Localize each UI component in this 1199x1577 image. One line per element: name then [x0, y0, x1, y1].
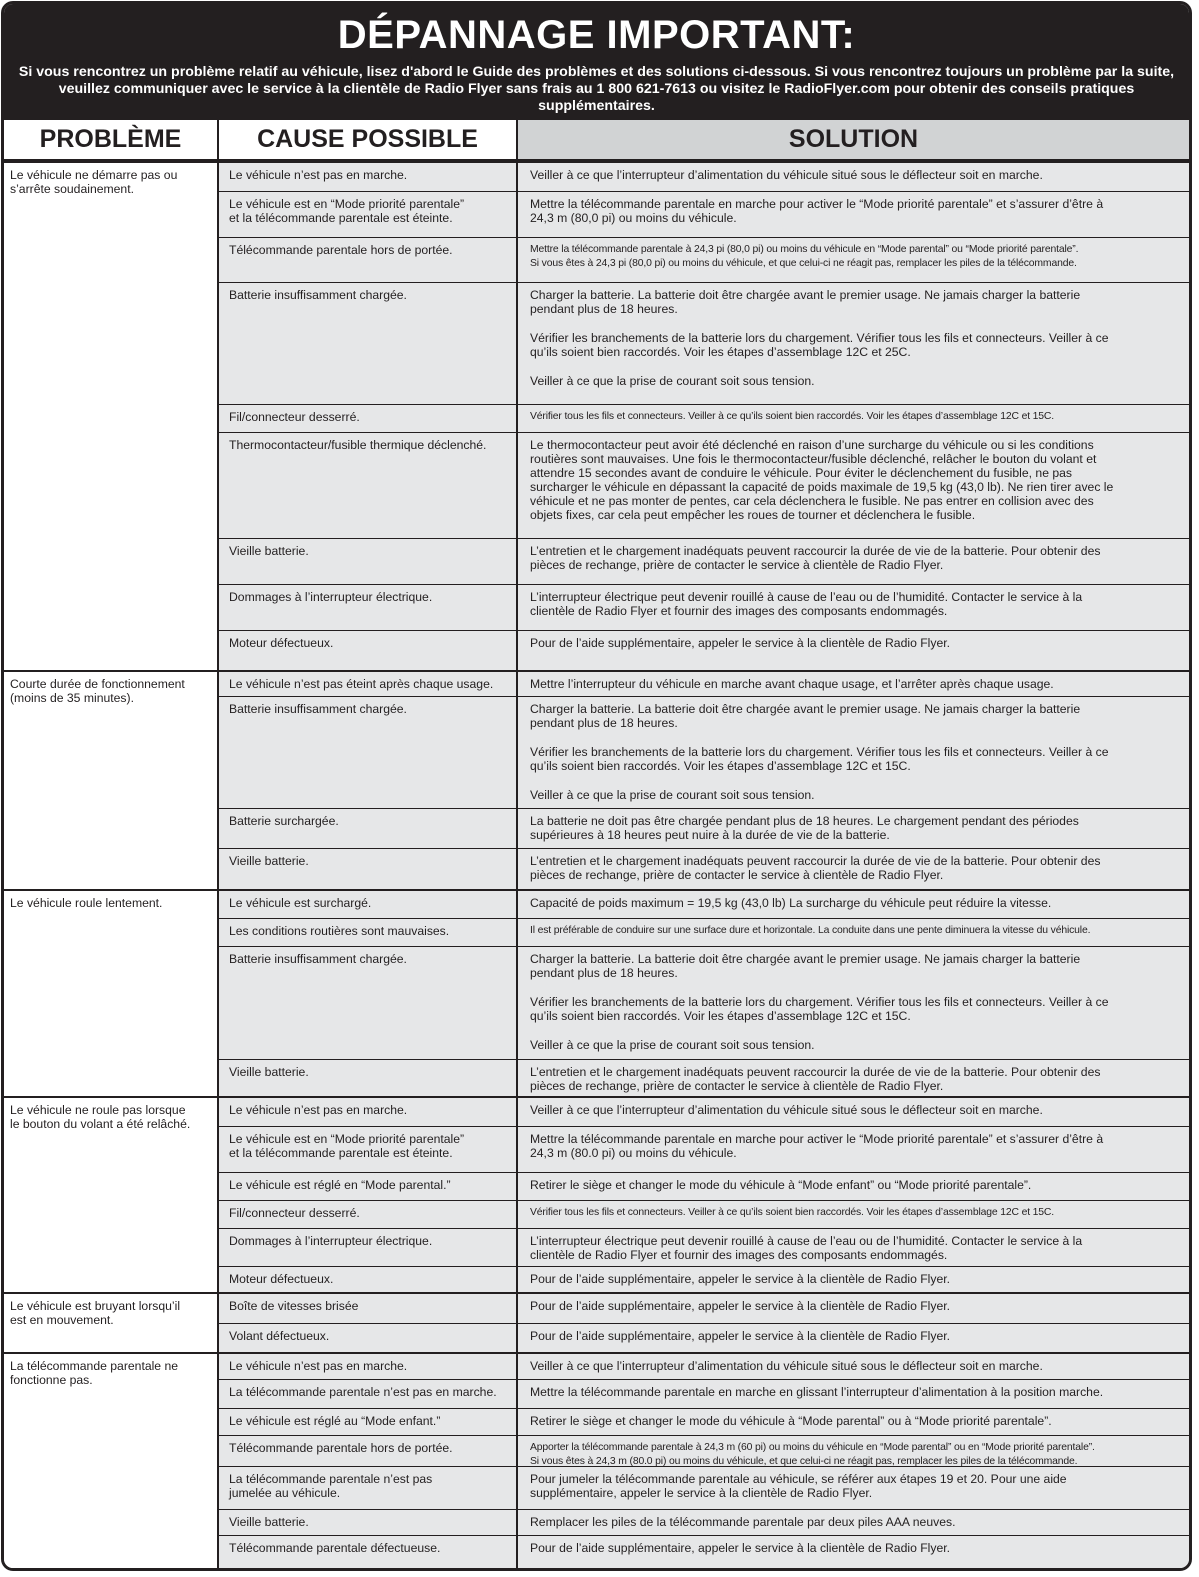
problem-text: Le véhicule roule lentement.: [4, 891, 219, 1096]
solution-paragraph: Pour de l’aide supplémentaire, appeler le service à la clientèle de Radio Flyer.: [530, 1272, 951, 1286]
table-row: [219, 538, 1189, 584]
table-row: [219, 1354, 1189, 1379]
solution-cell: [518, 1467, 1189, 1509]
solution-paragraph: Vérifier tous les fils et connecteurs. Veiller à ce qu’ils soient bien raccordés. Voir les étapes d’assemblage 12C et 15C.: [530, 411, 1055, 422]
solution-cell: [518, 1201, 1189, 1228]
table-row: [219, 1408, 1189, 1435]
problem-text: Le véhicule est bruyant lorsqu’il est en mouvement.: [4, 1294, 219, 1352]
solution-cell: [518, 238, 1189, 282]
table-row: [219, 630, 1189, 670]
page-title: DÉPANNAGE IMPORTANT:: [337, 13, 856, 57]
solution-cell: [518, 1354, 1189, 1379]
solution-cell: [518, 631, 1189, 670]
solution-cell: [518, 891, 1189, 918]
cause-cell: Le véhicule est en “Mode priorité parentale” et la télécommande parentale est éteinte.: [219, 1127, 518, 1172]
cause-cell: Volant défectueux.: [219, 1324, 518, 1354]
table-row: [219, 1098, 1189, 1126]
solution-paragraph: Charger la batterie. La batterie doit être chargée avant le premier usage. Ne jamais charger la batterie pendant plus de 18 heures.: [530, 702, 1081, 730]
problem-group: [4, 670, 1189, 889]
solution-cell: [518, 1294, 1189, 1323]
cause-cell: Le véhicule est réglé en “Mode parental.”: [219, 1173, 518, 1200]
solution-paragraph: Mettre la télécommande parentale en marche pour activer le “Mode priorité parentale” et s’assurer d’être à 24,3 m (80,0 pi) ou moins du véhicule.: [530, 197, 1104, 225]
table-row: [219, 1466, 1189, 1509]
table-row: [219, 191, 1189, 237]
table-row: [219, 1266, 1189, 1294]
solution-paragraph: Vérifier les branchements de la batterie lors du chargement. Vérifier tous les fils et connecteurs. Veiller à ce qu’ils soient bien raccordés. Voir les étapes d’assemblage 12C et 25C.: [530, 331, 1109, 359]
solution-paragraph: Vérifier tous les fils et connecteurs. Veiller à ce qu’ils soient bien raccordés. Voir les étapes d’assemblage 12C et 15C.: [530, 1207, 1055, 1218]
problem-group: [4, 161, 1189, 670]
solution-cell: [518, 405, 1189, 432]
problem-text: La télécommande parentale ne fonctionne pas.: [4, 1354, 219, 1570]
cause-cell: Le véhicule n’est pas en marche.: [219, 163, 518, 191]
cause-cell: La télécommande parentale n’est pas en marche.: [219, 1380, 518, 1408]
cause-cell: Moteur défectueux.: [219, 631, 518, 670]
table-row: [219, 946, 1189, 1059]
table-row: [219, 432, 1189, 538]
solution-paragraph: Retirer le siège et changer le mode du véhicule à “Mode parental” ou à “Mode priorité parentale”.: [530, 1414, 1052, 1428]
solution-cell: [518, 1127, 1189, 1172]
cause-cell: Thermocontacteur/fusible thermique déclenché.: [219, 433, 518, 538]
table-row: [219, 918, 1189, 946]
solution-paragraph: Veiller à ce que l’interrupteur d’alimentation du véhicule situé sous le déflecteur soit en marche.: [530, 1103, 1043, 1117]
problem-group: [4, 1352, 1189, 1570]
solution-paragraph: L’entretien et le chargement inadéquats peuvent raccourcir la durée de vie de la batterie. Pour obtenir des pièces de rechange, prière de contacter le service à clientèle de Radio Flyer.: [530, 854, 1101, 882]
cause-cell: Dommages à l’interrupteur électrique.: [219, 1229, 518, 1266]
table-row: [219, 1379, 1189, 1408]
solution-cell: [518, 809, 1189, 848]
table-row: [219, 696, 1189, 808]
cause-cell: Le véhicule n’est pas éteint après chaque usage.: [219, 672, 518, 696]
solution-cell: [518, 1098, 1189, 1126]
solution-cell: [518, 192, 1189, 237]
cause-cell: Dommages à l’interrupteur électrique.: [219, 585, 518, 630]
table-row: [219, 163, 1189, 191]
solution-cell: [518, 433, 1189, 538]
solution-paragraph: Pour de l’aide supplémentaire, appeler le service à la clientèle de Radio Flyer.: [530, 1329, 951, 1343]
cause-cell: Les conditions routières sont mauvaises.: [219, 919, 518, 946]
solution-paragraph: Veiller à ce que l’interrupteur d’alimentation du véhicule situé sous le déflecteur soit en marche.: [530, 168, 1043, 182]
solution-cell: [518, 1267, 1189, 1294]
solution-paragraph: Il est préférable de conduire sur une surface dure et horizontale. La conduite dans une pente diminuera la vitesse du véhicule.: [530, 925, 1091, 936]
problem-text: Courte durée de fonctionnement (moins de 35 minutes).: [4, 672, 219, 889]
troubleshooting-sheet: [1, 1, 1192, 1571]
cause-cell: Vieille batterie.: [219, 539, 518, 584]
table-row: [219, 1228, 1189, 1266]
solution-cell: [518, 672, 1189, 696]
solution-paragraph: L’interrupteur électrique peut devenir rouillé à cause de l’eau ou de l’humidité. Contacter le service à la clientèle de Radio Flyer et fournir des images des composants endommagés.: [530, 590, 1083, 618]
table-row: [219, 1509, 1189, 1535]
solution-cell: [518, 697, 1189, 808]
table-row: [219, 1172, 1189, 1200]
solution-cell: [518, 283, 1189, 404]
solution-cell: [518, 163, 1189, 191]
table-row: [219, 891, 1189, 918]
solution-cell: [518, 585, 1189, 630]
solution-paragraph: Charger la batterie. La batterie doit être chargée avant le premier usage. Ne jamais charger la batterie pendant plus de 18 heures.: [530, 952, 1081, 980]
cause-cell: Batterie insuffisamment chargée.: [219, 947, 518, 1059]
table-row: [219, 1323, 1189, 1354]
solution-paragraph: Veiller à ce que la prise de courant soit sous tension.: [530, 788, 815, 802]
solution-paragraph: L’entretien et le chargement inadéquats peuvent raccourcir la durée de vie de la batterie. Pour obtenir des pièces de rechange, prière de contacter le service à clientèle de Radio Flyer.: [530, 544, 1101, 572]
header-banner: [4, 4, 1189, 120]
solution-cell: [518, 849, 1189, 891]
solution-paragraph: Veiller à ce que l’interrupteur d’alimentation du véhicule situé sous le déflecteur soit en marche.: [530, 1359, 1043, 1373]
cause-cell: Le véhicule est surchargé.: [219, 891, 518, 918]
solution-paragraph: Vérifier les branchements de la batterie lors du chargement. Vérifier tous les fils et connecteurs. Veiller à ce qu’ils soient bien raccordés. Voir les étapes d’assemblage 12C et 15C.: [530, 995, 1109, 1023]
solution-paragraph: Pour de l’aide supplémentaire, appeler le service à la clientèle de Radio Flyer.: [530, 636, 951, 650]
table-row: [219, 1294, 1189, 1323]
solution-paragraph: La batterie ne doit pas être chargée pendant plus de 18 heures. Le chargement pendant des périodes supérieures à 18 heures peut nuire à la durée de vie de la batterie.: [530, 814, 1079, 842]
solution-cell: [518, 539, 1189, 584]
solution-paragraph: Pour jumeler la télécommande parentale au véhicule, se référer aux étapes 19 et 20. Pour une aide supplémentaire, appeler le service à la clientèle de Radio Flyer.: [530, 1472, 1067, 1500]
table-row: [219, 1435, 1189, 1466]
table-row: [219, 237, 1189, 282]
problem-text: Le véhicule ne roule pas lorsque le bouton du volant a été relâché.: [4, 1098, 219, 1292]
table-row: [219, 1126, 1189, 1172]
solution-paragraph: L’entretien et le chargement inadéquats peuvent raccourcir la durée de vie de la batterie. Pour obtenir des pièces de rechange, prière de contacter le service à clientèle de Radio Flyer.: [530, 1065, 1101, 1093]
column-header-cause: CAUSE POSSIBLE: [219, 120, 518, 161]
cause-cell: Batterie insuffisamment chargée.: [219, 283, 518, 404]
solution-paragraph: Mettre la télécommande parentale en marche pour activer le “Mode priorité parentale” et s’assurer d’être à 24,3 m (80.0 pi) ou moins du véhicule.: [530, 1132, 1104, 1160]
problem-text: Le véhicule ne démarre pas ou s’arrête soudainement.: [4, 163, 219, 670]
solution-paragraph: Pour de l’aide supplémentaire, appeler le service à la clientèle de Radio Flyer.: [530, 1541, 951, 1555]
cause-cell: Fil/connecteur desserré.: [219, 405, 518, 432]
solution-cell: [518, 1380, 1189, 1408]
table-row: [219, 848, 1189, 891]
cause-cell: Télécommande parentale défectueuse.: [219, 1536, 518, 1571]
solution-cell: [518, 919, 1189, 946]
solution-paragraph: Le thermocontacteur peut avoir été déclenché en raison d’une surcharge du véhicule ou si les conditions routières sont mauvaises. Une fois le thermocontacteur/fusible déclenché, relâcher le bouton du volant et attendre 15 secondes avant de conduire le véhicule. Pour éviter le déclenchement du fusible, ne pas surcharger le véhicule en dépassant la capacité de poids maximale de 19,5 kg (43,0 lb). Ne rien tirer avec le véhicule et ne pas monter de pentes, car cela déclenchera le fusible. Ne pas entrer en collision avec des objets fixes, car cela peut empêcher les roues de tourner et déclenchera le fusible.: [530, 438, 1114, 522]
table-row: [219, 808, 1189, 848]
cause-cell: Vieille batterie.: [219, 849, 518, 891]
solution-paragraph: Apporter la télécommande parentale à 24,3 m (60 pi) ou moins du véhicule en “Mode parental” ou en “Mode priorité parentale”. Si vous êtes à 24,3 m (80.0 pi) ou moins du véhicule, et que celui-ci ne réagit pas, remplacer les piles de la télécommande.: [530, 1442, 1095, 1467]
solution-paragraph: Capacité de poids maximum = 19,5 kg (43,0 lb) La surcharge du véhicule peut réduire la vitesse.: [530, 896, 1052, 910]
cause-cell: Le véhicule n’est pas en marche.: [219, 1354, 518, 1379]
solution-paragraph: Retirer le siège et changer le mode du véhicule à “Mode enfant” ou “Mode priorité parentale”.: [530, 1178, 1032, 1192]
table-row: [219, 1535, 1189, 1571]
solution-cell: [518, 1436, 1189, 1466]
solution-paragraph: Remplacer les piles de la télécommande parentale par deux piles AAA neuves.: [530, 1515, 956, 1529]
solution-cell: [518, 1536, 1189, 1571]
solution-cell: [518, 1510, 1189, 1535]
solution-cell: [518, 947, 1189, 1059]
problem-group: [4, 1292, 1189, 1352]
cause-cell: Le véhicule est en “Mode priorité parentale” et la télécommande parentale est éteinte.: [219, 192, 518, 237]
solution-cell: [518, 1324, 1189, 1354]
solution-paragraph: Mettre la télécommande parentale en marche en glissant l’interrupteur d’alimentation à la position marche.: [530, 1385, 1104, 1399]
table-row: [219, 282, 1189, 404]
solution-cell: [518, 1173, 1189, 1200]
table-row: [219, 404, 1189, 432]
solution-paragraph: Veiller à ce que la prise de courant soit sous tension.: [530, 1038, 815, 1052]
cause-cell: Boîte de vitesses brisée: [219, 1294, 518, 1323]
cause-cell: Le véhicule est réglé au “Mode enfant.”: [219, 1409, 518, 1435]
cause-cell: Batterie insuffisamment chargée.: [219, 697, 518, 808]
solution-paragraph: Vérifier les branchements de la batterie lors du chargement. Vérifier tous les fils et connecteurs. Veiller à ce qu’ils soient bien raccordés. Voir les étapes d’assemblage 12C et 15C.: [530, 745, 1109, 773]
cause-cell: Le véhicule n’est pas en marche.: [219, 1098, 518, 1126]
solution-paragraph: L’interrupteur électrique peut devenir rouillé à cause de l’eau ou de l’humidité. Contacter le service à la clientèle de Radio Flyer et fournir des images des composants endommagés.: [530, 1234, 1083, 1262]
problem-group: [4, 889, 1189, 1096]
solution-paragraph: Pour de l’aide supplémentaire, appeler le service à la clientèle de Radio Flyer.: [530, 1299, 951, 1313]
solution-cell: [518, 1060, 1189, 1098]
solution-cell: [518, 1229, 1189, 1266]
cause-cell: La télécommande parentale n’est pas jumelée au véhicule.: [219, 1467, 518, 1509]
cause-cell: Vieille batterie.: [219, 1060, 518, 1098]
table-row: [219, 1200, 1189, 1228]
cause-cell: Vieille batterie.: [219, 1510, 518, 1535]
solution-paragraph: Charger la batterie. La batterie doit être chargée avant le premier usage. Ne jamais charger la batterie pendant plus de 18 heures.: [530, 288, 1081, 316]
table-row: [219, 1059, 1189, 1098]
cause-cell: Télécommande parentale hors de portée.: [219, 1436, 518, 1466]
table-row: [219, 584, 1189, 630]
column-header-solution: SOLUTION: [518, 120, 1189, 161]
solution-cell: [518, 1409, 1189, 1435]
intro-text: Si vous rencontrez un problème relatif au véhicule, lisez d'abord le Guide des problèmes et des solutions ci-dessous. Si vous rencontrez toujours un problème par la suite, veuillez communiquer avec le service à la clientèle de Radio Flyer sans frais au 1 800 621-7613 ou visitez le RadioFlyer.com pour obtenir des conseils pratiques supplémentaires.: [18, 64, 1175, 114]
cause-cell: Moteur défectueux.: [219, 1267, 518, 1294]
problem-group: [4, 1096, 1189, 1292]
table-row: [219, 672, 1189, 696]
column-header-problem: PROBLÈME: [4, 120, 219, 161]
cause-cell: Fil/connecteur desserré.: [219, 1201, 518, 1228]
cause-cell: Télécommande parentale hors de portée.: [219, 238, 518, 282]
solution-paragraph: Veiller à ce que la prise de courant soit sous tension.: [530, 374, 815, 388]
cause-cell: Batterie surchargée.: [219, 809, 518, 848]
solution-paragraph: Mettre la télécommande parentale à 24,3 pi (80,0 pi) ou moins du véhicule en “Mode parental” ou “Mode priorité parentale”. Si vous êtes à 24,3 pi (80,0 pi) ou moins du véhicule, et que celui-ci ne réagit pas, remplacer les piles de la télécommande.: [530, 244, 1079, 269]
solution-paragraph: Mettre l’interrupteur du véhicule en marche avant chaque usage, et l’arrêter après chaque usage.: [530, 677, 1054, 691]
